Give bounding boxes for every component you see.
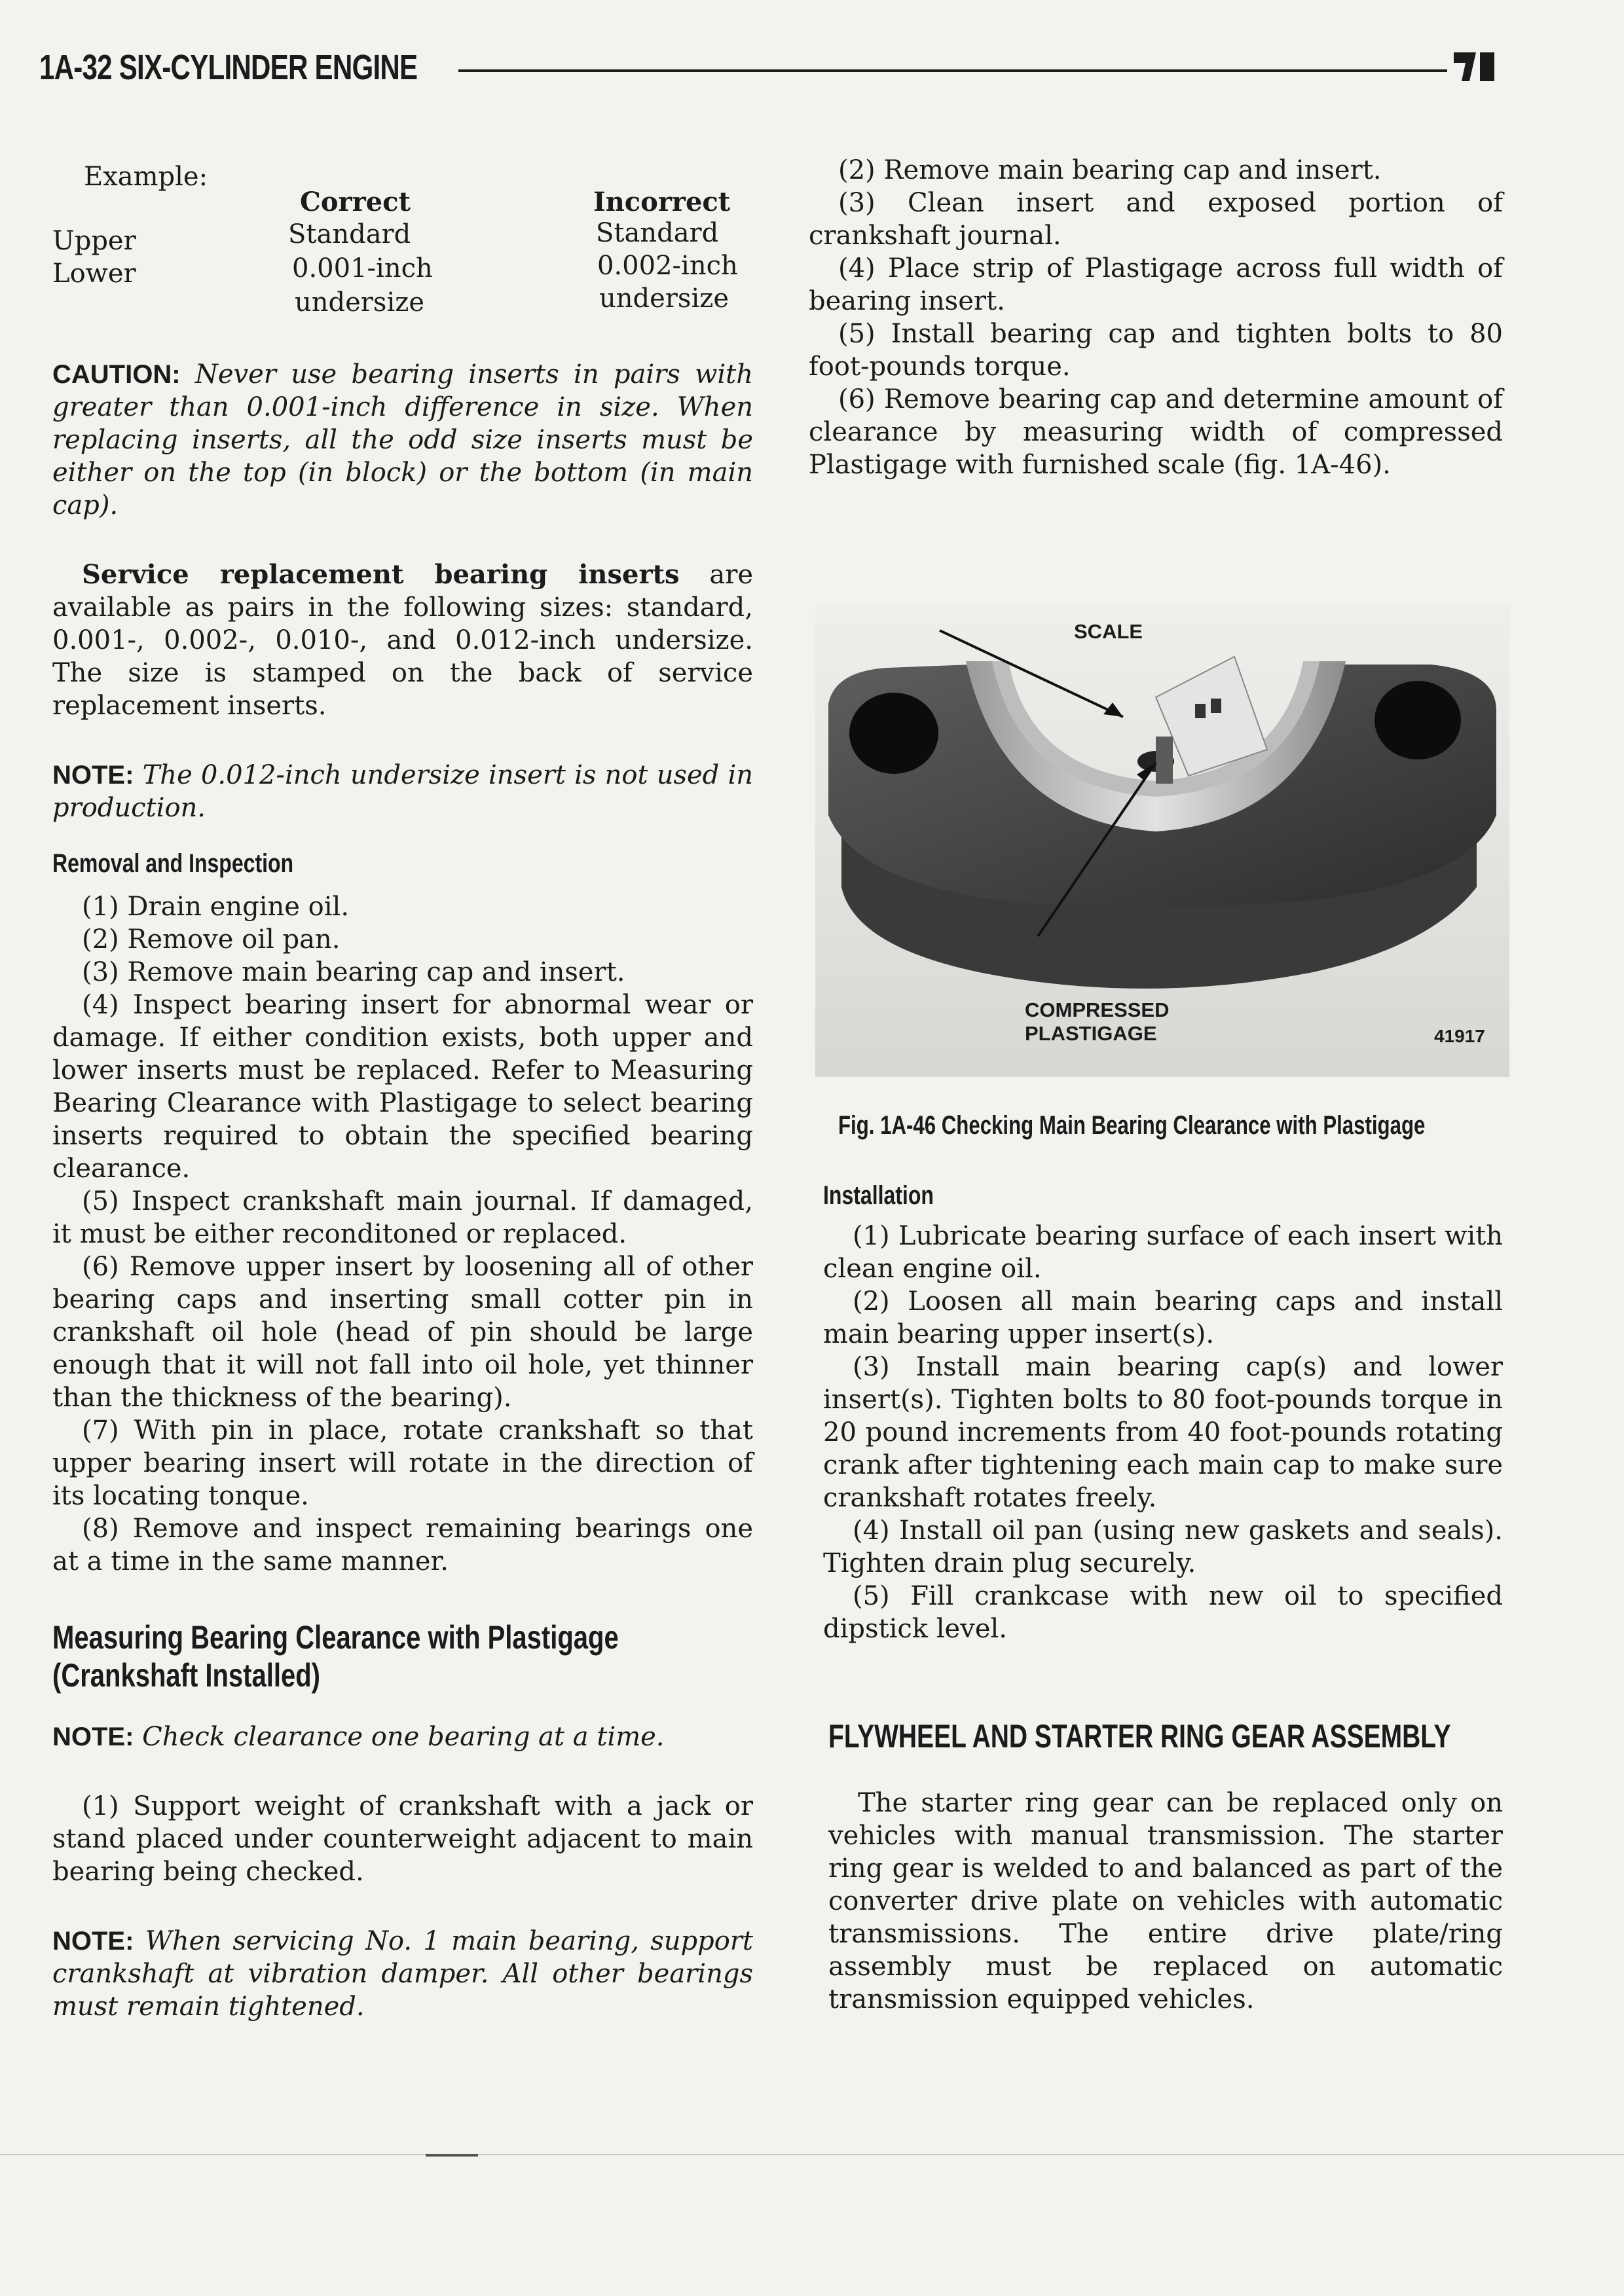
figure-label-plastigage: PLASTIGAGE — [1025, 1022, 1157, 1045]
lower-correct-line-1: 0.001-inch — [292, 253, 433, 283]
bottom-rule — [0, 2154, 1624, 2155]
note-vibration-damper — [52, 1925, 753, 2023]
lower-label: Lower — [52, 259, 136, 289]
removal-steps — [52, 890, 753, 1578]
flywheel-heading: FLYWHEEL AND STARTER RING GEAR ASSEMBLY — [828, 1718, 1451, 1755]
removal-step: (2) Remove oil pan. — [82, 924, 341, 955]
note-label: NOTE: — [52, 1722, 134, 1751]
figure-label-scale: SCALE — [1074, 620, 1143, 643]
page-title: 1A-32 SIX-CYLINDER ENGINE — [39, 48, 418, 87]
installation-steps — [823, 1220, 1503, 1645]
service-text: are available as pairs in the following sizes: standard, 0.001-, 0.002-, 0.010-, and 0.012-inch undersize. The size is stamped on the back of service replacement inserts. — [52, 560, 753, 721]
page-header — [39, 47, 1493, 100]
removal-step: (4) Inspect bearing insert for abnormal wear or damage. If either condition exists, both upper and lower inserts must be replaced. Refer to Measuring Bearing Clearance with Plastigage to select bearing inserts required to obtain the specified bearing clearance. — [52, 990, 753, 1184]
header-rule — [458, 69, 1447, 72]
upper-label: Upper — [52, 226, 136, 256]
caution-paragraph — [52, 358, 753, 522]
lower-incorrect-line-2: undersize — [599, 283, 729, 314]
removal-step: (3) Remove main bearing cap and insert. — [82, 957, 625, 987]
removal-heading: Removal and Inspection — [52, 849, 294, 878]
measuring-step: (3) Clean insert and exposed portion of crankshaft journal. — [809, 188, 1503, 251]
example-table — [52, 154, 753, 331]
lower-correct-line-2: undersize — [295, 287, 424, 318]
measuring-step: (6) Remove bearing cap and determine amount of clearance by measuring width of compressed Plastigage with furnished scale (fig. 1A-46). — [809, 384, 1503, 480]
note-text: The 0.012-inch undersize insert is not used in production. — [52, 760, 753, 823]
incorrect-header: Incorrect — [593, 187, 731, 217]
installation-heading: Installation — [823, 1181, 934, 1210]
figure-caption: Fig. 1A-46 Checking Main Bearing Clearance with Plastigage — [838, 1111, 1426, 1140]
removal-step: (7) With pin in place, rotate crankshaft so that upper bearing insert will rotate in the direction of its locating tonque. — [52, 1415, 753, 1511]
installation-step: (1) Lubricate bearing surface of each insert with clean engine oil. — [823, 1221, 1503, 1284]
measuring-step: (1) Support weight of crankshaft with a jack or stand placed under counterweight adjacent to main bearing being checked. — [52, 1791, 753, 1887]
note-one-bearing — [52, 1721, 753, 1753]
note-label: NOTE: — [52, 1927, 134, 1956]
example-label: Example: — [84, 162, 208, 192]
caution-label: CAUTION: — [52, 360, 181, 389]
lower-incorrect-line-1: 0.002-inch — [597, 251, 738, 281]
upper-incorrect: Standard — [596, 218, 719, 248]
measuring-step: (2) Remove main bearing cap and insert. — [838, 155, 1382, 185]
flywheel-paragraph: The starter ring gear can be replaced only on vehicles with manual transmission. The starter ring gear is welded to and balanced as part of the converter drive plate on vehicles with automatic transmissions. The entire drive plate/ring assembly must be replaced on automatic transmission equipped vehicles. — [828, 1788, 1503, 2014]
removal-step: (5) Inspect crankshaft main journal. If damaged, it must be either reconditoned or replaced. — [52, 1186, 753, 1249]
measuring-steps-continued — [809, 154, 1503, 481]
bottom-mark — [426, 2154, 478, 2157]
note-text: Check clearance one bearing at a time. — [142, 1722, 665, 1752]
caution-text: Never use bearing inserts in pairs with greater than 0.001-inch difference in size. When replacing inserts, all the odd size inserts must be either on the top (in block) or the bottom (in main cap). — [52, 359, 754, 520]
upper-correct: Standard — [288, 219, 411, 249]
figure-bearing-photo — [815, 606, 1509, 1077]
left-column — [52, 154, 753, 2023]
service-paragraph — [52, 558, 753, 722]
note-undersize — [52, 759, 753, 824]
measuring-step: (5) Install bearing cap and tighten bolts to 80 foot-pounds torque. — [809, 319, 1503, 382]
service-lead: Service replacement bearing inserts — [82, 559, 680, 590]
section-mark-icon — [1454, 47, 1500, 86]
note-label: NOTE: — [52, 761, 134, 790]
correct-header: Correct — [300, 187, 411, 217]
note-text: When servicing No. 1 main bearing, support crankshaft at vibration damper. All other bearings must remain tightened. — [52, 1926, 753, 2022]
figure-number: 41917 — [1434, 1026, 1485, 1046]
right-column — [809, 154, 1503, 2016]
measuring-step: (4) Place strip of Plastigage across full width of bearing insert. — [809, 253, 1503, 316]
installation-step: (5) Fill crankcase with new oil to specified dipstick level. — [823, 1581, 1503, 1644]
figure-label-compressed: COMPRESSED — [1025, 998, 1170, 1021]
removal-step: (1) Drain engine oil. — [82, 892, 350, 922]
installation-step: (4) Install oil pan (using new gaskets and seals). Tighten drain plug securely. — [823, 1516, 1503, 1578]
removal-step: (6) Remove upper insert by loosening all of other bearing caps and inserting small cotter pin in crankshaft oil hole (head of pin should be large enough that it will not fall into oil hole, yet thinner than the thickness of the bearing). — [52, 1252, 753, 1413]
installation-step: (2) Loosen all main bearing caps and install main bearing upper insert(s). — [823, 1286, 1503, 1349]
removal-step: (8) Remove and inspect remaining bearings one at a time in the same manner. — [52, 1514, 753, 1576]
measuring-heading: Measuring Bearing Clearance with Plastigage (Crankshaft Installed) — [52, 1619, 619, 1694]
installation-step: (3) Install main bearing cap(s) and lower insert(s). Tighten bolts to 80 foot-pounds torque in 20 pound increments from 40 foot-pounds rotating crank after tightening each main cap to make sure crankshaft rotates freely. — [823, 1352, 1503, 1513]
